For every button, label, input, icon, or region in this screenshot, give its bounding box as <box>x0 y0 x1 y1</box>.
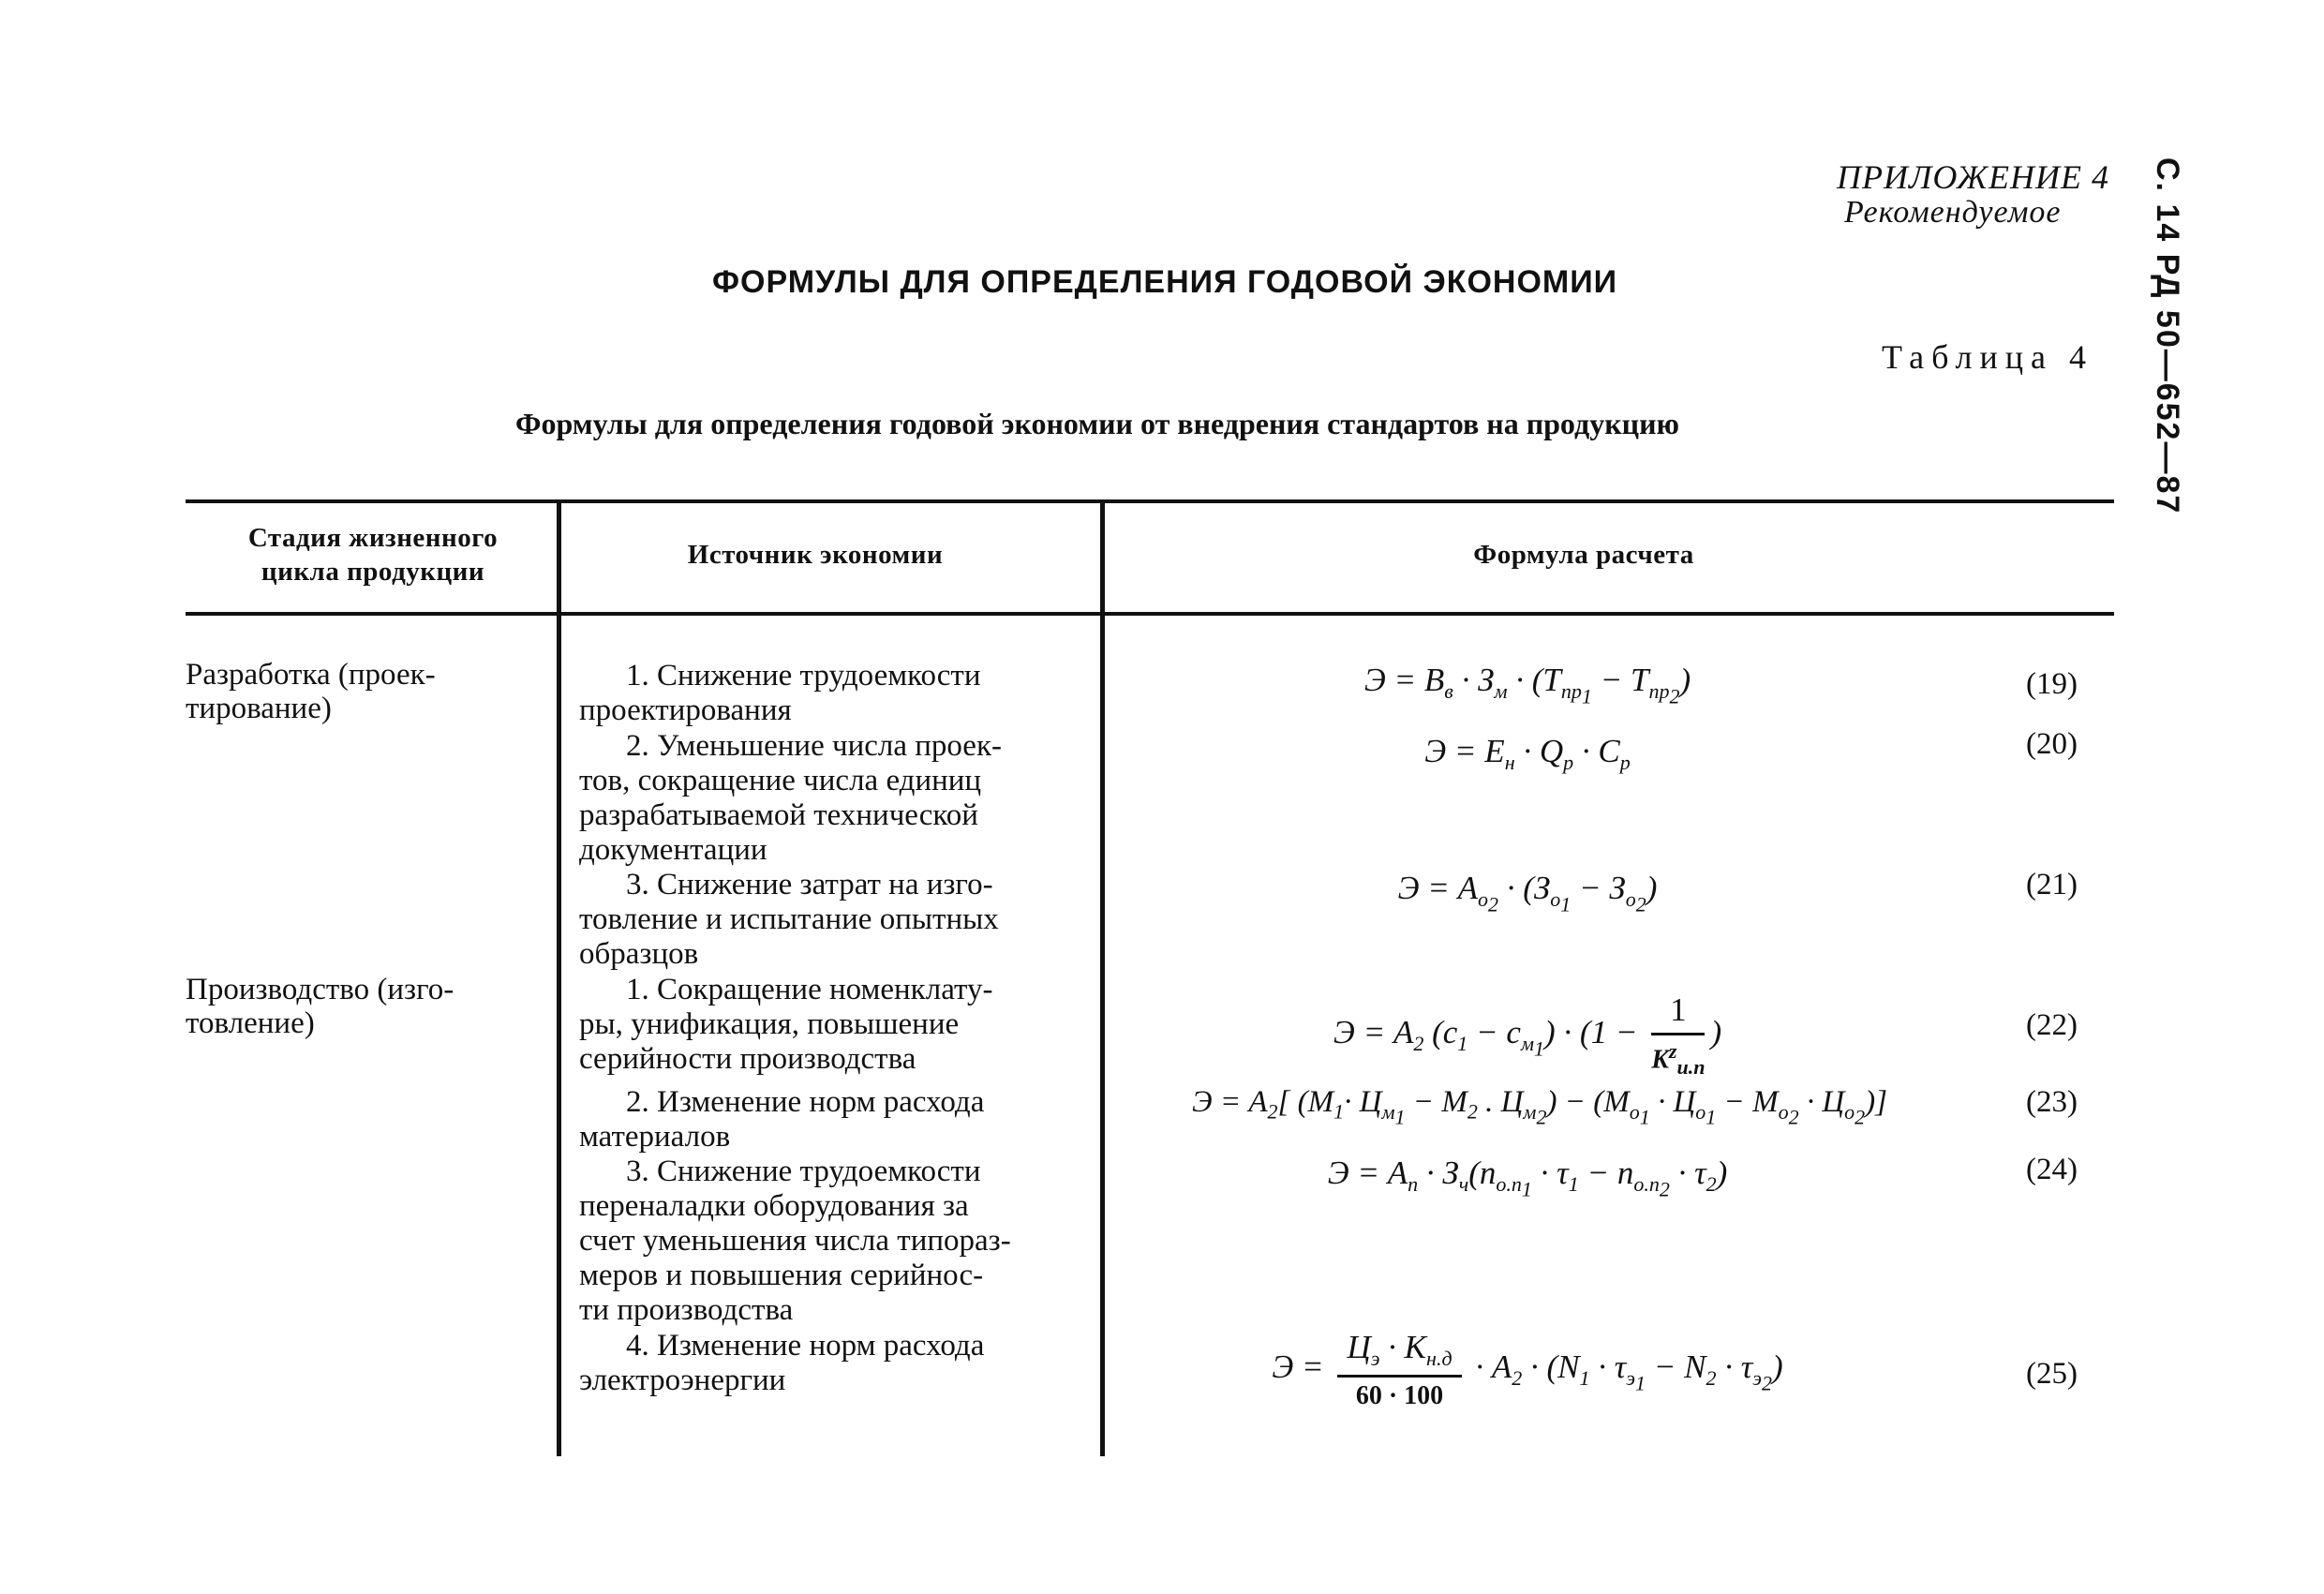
source-7: 4. Изменение норм расхода электроэнергии <box>579 1329 985 1397</box>
table-top-rule <box>186 499 2114 503</box>
equation-number-19: (19) <box>2026 667 2078 701</box>
source-2: 2. Уменьшение числа проек- тов, сокращение числа единиц разрабатываемой технической документации <box>579 729 1002 867</box>
source-6: 3. Снижение трудоемкости переналадки оборудования за счет уменьшения числа типораз- меров и повышения серийнос- ти производства <box>579 1155 1011 1327</box>
source-3: 3. Снижение затрат на изго- товление и испытание опытных образцов <box>579 868 999 971</box>
column-header-stage: Стадия жизненного цикла продукции <box>247 523 499 587</box>
formula-25: Э = $\frac{Ц_э \cdot K_{н.д}}{60 \cdot 100}$ · $A_2 \cdot (N_1 \cdot \tau_{э_1} - N_2 \cdot \tau_{э_2})$ <box>1272 1329 1783 1410</box>
source-5: 2. Изменение норм расхода материалов <box>579 1085 985 1154</box>
source-1: 1. Снижение трудоемкости проектирования <box>579 659 981 727</box>
column-divider-2 <box>1100 502 1105 1456</box>
formula-21: $Э = A_{о_2} \cdot (З_{о_1} - З_{о_2})$ <box>1397 870 1658 916</box>
stage-production: Производство (изго- товление) <box>186 973 454 1040</box>
formula-22: $Э = A_2$ $(c_1 - c_{м_1}) \cdot (1$ − $\frac{1}{K^z_{и.п}}$ ) <box>1333 991 1722 1079</box>
formula-23: $Э = A_2$[ ($M_1\cdot Ц_{м_1} - M_2$ . $Ц_{м_2}) - (M_{о_1} \cdot Ц_{о_1} - M_{о_2} \cdot Ц_{о_2})$] <box>1191 1085 1888 1128</box>
appendix-label: ПРИЛОЖЕНИЕ 4 <box>1837 158 2109 196</box>
equation-number-23: (23) <box>2026 1085 2078 1119</box>
equation-number-20: (20) <box>2026 727 2078 761</box>
equation-number-25: (25) <box>2026 1357 2078 1391</box>
table-label: Таблица 4 <box>1882 338 2093 376</box>
table-header-rule <box>186 612 2114 616</box>
source-4: 1. Сокращение номенклату- ры, унификация, повышение серийности производства <box>579 973 993 1076</box>
formula-24: $Э = A_п \cdot З_ч(n_{о.п_1} \cdot \tau_1 - n_{о.п_2} \cdot \tau_2)$ <box>1327 1155 1728 1201</box>
appendix-type: Рекомендуемое <box>1844 195 2062 230</box>
page-title: ФОРМУЛЫ ДЛЯ ОПРЕДЕЛЕНИЯ ГОДОВОЙ ЭКОНОМИИ <box>712 264 1618 300</box>
stage-development: Разработка (проек- тирование) <box>186 658 436 725</box>
formula-20: $Э = E_н \cdot Q_р \cdot C_р$ <box>1424 733 1631 774</box>
equation-number-24: (24) <box>2026 1153 2078 1186</box>
column-divider-1 <box>557 502 561 1456</box>
equation-number-22: (22) <box>2026 1008 2078 1042</box>
formula-19: $Э = B_в \cdot З_м \cdot (T_{пр_1} - T_{пр_2})$ <box>1363 662 1691 708</box>
table-caption: Формулы для определения годовой экономии от внедрения стандартов на продукцию <box>515 407 1679 440</box>
column-header-formula: Формула расчета <box>1473 540 1694 570</box>
column-header-source: Источник экономии <box>687 540 944 570</box>
page-code: С. 14 РД 50—652—87 <box>2150 157 2185 515</box>
equation-number-21: (21) <box>2026 868 2078 901</box>
